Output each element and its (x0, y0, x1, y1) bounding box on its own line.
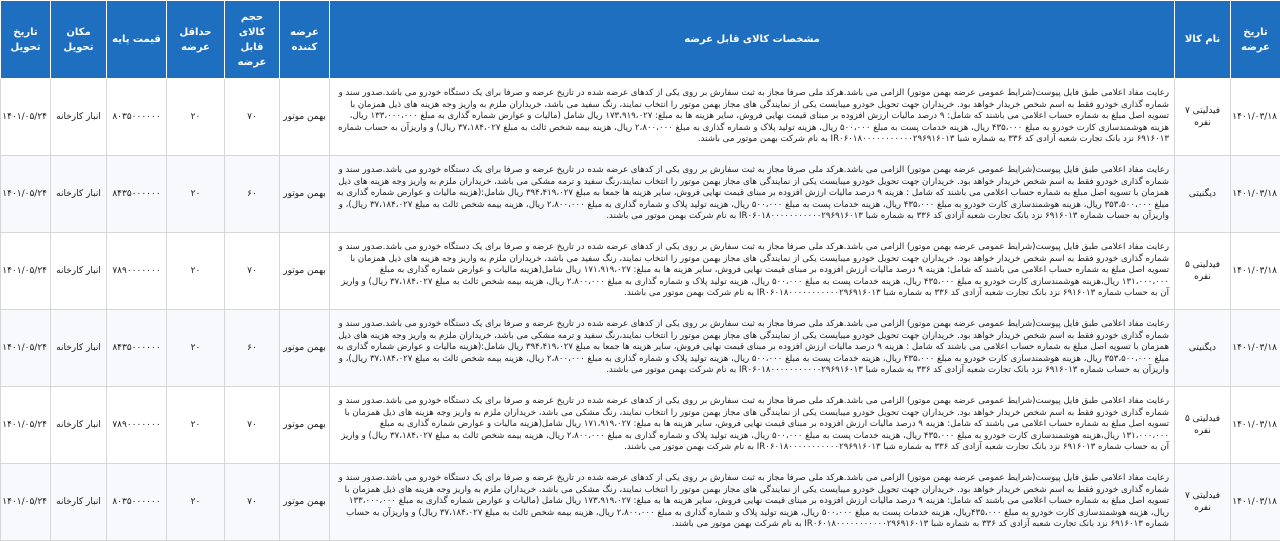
cell-supplier: بهمن موتور (280, 387, 330, 464)
cell-product-name: فیدلیتی ۵ نفره (1175, 233, 1231, 310)
table-row (1, 156, 1280, 233)
cell-volume: ۶۰ (225, 310, 280, 387)
cell-supplier: بهمن موتور (280, 233, 330, 310)
cell-volume: ۷۰ (225, 79, 280, 156)
cell-min-offer: ۲۰ (167, 156, 225, 233)
cell-base-price: ۷۸۹۰۰۰۰۰۰۰ (107, 233, 167, 310)
header-min-offer: حداقل عرضه (167, 1, 225, 79)
cell-min-offer: ۲۰ (167, 310, 225, 387)
cell-offer-date: ۱۴۰۱/۰۳/۱۸ (1231, 387, 1280, 464)
cell-delivery-place: انبار کارخانه (51, 464, 107, 541)
cell-offer-date: ۱۴۰۱/۰۳/۱۸ (1231, 233, 1280, 310)
table-row (1, 233, 1280, 310)
cell-delivery-date: ۱۴۰۱/۰۵/۲۴ (1, 310, 51, 387)
cell-offer-date: ۱۴۰۱/۰۳/۱۸ (1231, 79, 1280, 156)
header-base-price: قیمت پایه (107, 1, 167, 79)
cell-specs: رعایت مفاد اعلامی طبق فایل پیوست(شرایط عمومی عرضه بهمن موتور) الزامی می باشد.هرکد ملی صرفا مجاز به ثبت سفارش بر روی یکی از کدهای عرضه شده در تاریخ عرضه و صرفا برای یک دستگاه خودرو می باشد.صدور سند و شماره گذاری خودرو فقط به اسم شخص خریدار خواهد بود. خریداران جهت تحویل خودرو میبایست یکی از نمایندگی های مجاز بهمن موتور را انتخاب نمایند، رنگ مشکی می باشد، خریداران ملزم به واریز وجه هزینه های ذیل همزمان با تسویه اصل مبلغ به شماره حساب اعلامی می باشند که شامل: هزینه ۹ درصد مالیات ارزش افزوده بر مبنای قیمت نهایی فروش، سایر هزینه ها به مبلغ: ۱۷۱،۹۱۹،۰۲۷ ریال شامل(هزینه مالیات و عوارض شماره گذاری به مبلغ ۱۳۱،۰۰۰،۰۰۰ ریال،هزینه هوشمندسازی کارت خودرو به مبلغ ۴۳۵،۰۰۰ ریال، هزینه خدمات پست به مبلغ ۵۰۰،۰۰۰ ریال، هزینه تولید پلاک و شماره گذاری به مبلغ ۲،۸۰۰،۰۰۰ ریال، هزینه بیمه شخص ثالث به مبلغ ۳۷،۱۸۴،۰۲۷ ریال) و واریز آن به حساب شماره ۶۹۱۶۰۱۳ نزد بانک تجارت شعبه آزادی کد ۳۳۶ به شماره شبا IR۰۶۰۱۸۰۰۰۰۰۰۰۰۰۰۰۲۹۶۹۱۶۰۱۳ به نام شرکت بهمن موتور می باشند. (330, 387, 1175, 464)
cell-volume: ۷۰ (225, 387, 280, 464)
cell-min-offer: ۲۰ (167, 79, 225, 156)
header-offer-date: تاریخ عرضه (1231, 1, 1280, 79)
cell-base-price: ۸۴۳۵۰۰۰۰۰۰ (107, 310, 167, 387)
table-row (1, 464, 1280, 541)
header-volume: حجم کالای قابل عرضه (225, 1, 280, 79)
cell-specs: رعایت مفاد اعلامی طبق فایل پیوست(شرایط عمومی عرضه بهمن موتور) الزامی می باشد.هرکد ملی صرفا مجاز به ثبت سفارش بر روی یکی از کدهای عرضه شده در تاریخ عرضه و صرفا برای یک دستگاه خودرو می باشد.صدور سند و شماره گذاری خودرو فقط به اسم شخص خریدار خواهد بود. خریداران جهت تحویل خودرو میبایست یکی از نمایندگی های مجاز بهمن موتور را انتخاب نمایند، رنگ سفید می باشد، خریداران ملزم به واریز وجه هزینه های ذیل همزمان با تسویه اصل مبلغ به شماره حساب اعلامی می باشند که شامل: ۹ درصد مالیات ارزش افزوده بر مبنای قیمت نهایی فروش، سایر هزینه ها به مبلغ: ۱۷۳،۹۱۹،۰۲۷ ریال شامل (مالیات و عوارض شماره گذاری به مبلغ ۱۳۳،۰۰۰،۰۰۰ ریال، هزینه هوشمندسازی کارت خودرو به مبلغ ۴۳۵،۰۰۰ ریال، هزینه خدمات پست به مبلغ ۵۰۰،۰۰۰ ریال، هزینه تولید پلاک و شماره گذاری به مبلغ ۲،۸۰۰،۰۰۰ ریال، هزینه بیمه شخص ثالث به مبلغ ۳۷،۱۸۴،۰۲۷ ریال) و واریزآن به حساب شماره ۶۹۱۶۰۱۳ نزد بانک تجارت شعبه آزادی کد ۳۳۶ به شماره شبا IR۰۶۰۱۸۰۰۰۰۰۰۰۰۰۰۰۲۹۶۹۱۶۰۱۳ به نام شرکت بهمن موتور می باشند. (330, 79, 1175, 156)
cell-delivery-place: انبار کارخانه (51, 79, 107, 156)
cell-product-name: فیدلیتی ۵ نفره (1175, 387, 1231, 464)
cell-base-price: ۸۰۳۵۰۰۰۰۰۰ (107, 79, 167, 156)
cell-supplier: بهمن موتور (280, 464, 330, 541)
header-supplier: عرضه کننده (280, 1, 330, 79)
cell-delivery-date: ۱۴۰۱/۰۵/۲۴ (1, 156, 51, 233)
cell-volume: ۷۰ (225, 233, 280, 310)
cell-delivery-date: ۱۴۰۱/۰۵/۲۴ (1, 233, 51, 310)
cell-product-name: دیگنیتی (1175, 310, 1231, 387)
cell-product-name: فیدلیتی ۷ نفره (1175, 464, 1231, 541)
table-row (1, 387, 1280, 464)
table-body (1, 79, 1280, 541)
cell-supplier: بهمن موتور (280, 310, 330, 387)
cell-delivery-date: ۱۴۰۱/۰۵/۲۴ (1, 79, 51, 156)
cell-volume: ۶۰ (225, 156, 280, 233)
cell-product-name: فیدلیتی ۷ نفره (1175, 79, 1231, 156)
header-specs: مشخصات کالای قابل عرضه (330, 1, 1175, 79)
cell-base-price: ۸۴۳۵۰۰۰۰۰۰ (107, 156, 167, 233)
cell-min-offer: ۲۰ (167, 387, 225, 464)
cell-delivery-date: ۱۴۰۱/۰۵/۲۴ (1, 387, 51, 464)
cell-delivery-place: انبار کارخانه (51, 387, 107, 464)
cell-min-offer: ۲۰ (167, 233, 225, 310)
table-row (1, 310, 1280, 387)
cell-supplier: بهمن موتور (280, 156, 330, 233)
cell-product-name: دیگنیتی (1175, 156, 1231, 233)
cell-volume: ۷۰ (225, 464, 280, 541)
cell-delivery-date: ۱۴۰۱/۰۵/۲۴ (1, 464, 51, 541)
header-delivery-date: تاریخ تحویل (1, 1, 51, 79)
cell-delivery-place: انبار کارخانه (51, 310, 107, 387)
cell-offer-date: ۱۴۰۱/۰۳/۱۸ (1231, 464, 1280, 541)
table-row (1, 79, 1280, 156)
cell-base-price: ۸۰۳۵۰۰۰۰۰۰ (107, 464, 167, 541)
cell-specs: رعایت مفاد اعلامی طبق فایل پیوست(شرایط عمومی عرضه بهمن موتور) الزامی می باشد.هرکد ملی صرفا مجاز به ثبت سفارش بر روی یکی از کدهای عرضه شده در تاریخ عرضه و صرفا برای یک دستگاه خودرو می باشد.صدور سند و شماره گذاری خودرو فقط به اسم شخص خریدار خواهد بود. خریداران جهت تحویل خودرو میبایست یکی از نمایندگی های مجاز بهمن موتور را انتخاب نمایند، رنگ سفید می باشد، خریداران ملزم به واریز وجه هزینه های ذیل همزمان با تسویه اصل مبلغ به شماره حساب اعلامی می باشند که شامل: هزینه ۹ درصد مالیات ارزش افزوده بر مبنای قیمت نهایی فروش، سایر هزینه ها به مبلغ: ۱۷۱،۹۱۹،۰۲۷ ریال شامل(هزینه مالیات و عوارض شماره گذاری به مبلغ ۱۳۱،۰۰۰،۰۰۰ ریال،هزینه هوشمندسازی کارت خودرو به مبلغ ۴۳۵،۰۰۰ ریال، هزینه خدمات پست به مبلغ ۵۰۰،۰۰۰ ریال، هزینه تولید پلاک و شماره گذاری به مبلغ ۲،۸۰۰،۰۰۰ ریال، هزینه بیمه شخص ثالث به مبلغ ۳۷،۱۸۴،۰۲۷ ریال) و واریز آن به حساب شماره ۶۹۱۶۰۱۳ نزد بانک تجارت شعبه آزادی کد ۳۳۶ به شماره شبا IR۰۶۰۱۸۰۰۰۰۰۰۰۰۰۰۰۲۹۶۹۱۶۰۱۳ به نام شرکت بهمن موتور می باشند. (330, 233, 1175, 310)
cell-specs: رعایت مفاد اعلامی طبق فایل پیوست(شرایط عمومی عرضه بهمن موتور) الزامی می باشد.هرکد ملی صرفا مجاز به ثبت سفارش بر روی یکی از کدهای عرضه شده در تاریخ عرضه و صرفا برای یک دستگاه خودرو می باشد.صدور سند و شماره گذاری خودرو فقط به اسم شخص خریدار خواهد بود. خریداران جهت تحویل خودرو میبایست یکی از نمایندگی های مجاز بهمن موتور را انتخاب نمایند،رنگ سفید و ترمه مشکی می باشد، خریداران ملزم به واریز وجه هزینه های ذیل همزمان با تسویه اصل مبلغ به شماره حساب اعلامی می باشند که شامل : هزینه ۹ درصد مالیات ارزش افزوده بر مبنای قیمت نهایی فروش، سایر هزینه ها جمعا به مبلغ ۳۹۴،۴۱۹،۰۲۷ ریال شامل:(هزینه مالیات و عوارض شماره گذاری به مبلغ ۳۵۳،۵۰۰،۰۰۰ ریال، هزینه هوشمندسازی کارت خودرو به مبلغ ۴۳۵،۰۰۰ ریال، هزینه خدمات پست به مبلغ ۵۰۰،۰۰۰ ریال، هزینه تولید پلاک و شماره گذاری به مبلغ ۲،۸۰۰،۰۰۰ ریال، هزینه بیمه شخص ثالث به مبلغ ۳۷،۱۸۴،۰۲۷ ریال)، و واریزآن به حساب شماره ۶۹۱۶۰۱۳ نزد بانک تجارت شعبه آزادی کد ۳۳۶ به شماره شبا IR۰۶۰۱۸۰۰۰۰۰۰۰۰۰۰۰۲۹۶۹۱۶۰۱۳ به نام شرکت بهمن موتور می باشند. (330, 156, 1175, 233)
cell-supplier: بهمن موتور (280, 79, 330, 156)
cell-specs: رعایت مفاد اعلامی طبق فایل پیوست(شرایط عمومی عرضه بهمن موتور) الزامی می باشد.هرکد ملی صرفا مجاز به ثبت سفارش بر روی یکی از کدهای عرضه شده در تاریخ عرضه و صرفا برای یک دستگاه خودرو می باشد.صدور سند و شماره گذاری خودرو فقط به اسم شخص خریدار خواهد بود. خریداران جهت تحویل خودرو میبایست یکی از نمایندگی های مجاز بهمن موتور را انتخاب نمایند، رنگ مشکی می باشد، خریداران ملزم به واریز وجه هزینه های ذیل همزمان با تسویه اصل مبلغ به شماره حساب اعلامی می باشند که شامل: هزینه ۹ درصد مالیات ارزش افزوده بر مبنای قیمت نهایی فروش، سایر هزینه ها به مبلغ: ۱۷۳،۹۱۹،۰۲۷ ریال شامل (مالیات و عوارض شماره گذاری به مبلغ ۱۳۳،۰۰۰،۰۰۰ ریال، هزینه هوشمندسازی کارت خودرو به مبلغ ۴۳۵،۰۰۰ریال، هزینه خدمات پست به مبلغ ۵۰۰،۰۰۰ ریال، هزینه تولید پلاک و شماره گذاری به مبلغ ۲،۸۰۰،۰۰۰ ریال، هزینه بیمه شخص ثالث به مبلغ ۳۷،۱۸۴،۰۲۷ ریال) و واریزآن به حساب شماره ۶۹۱۶۰۱۳ نزد بانک تجارت شعبه آزادی کد ۳۳۶ به شماره شبا IR۰۶۰۱۸۰۰۰۰۰۰۰۰۰۰۰۲۹۶۹۱۶۰۱۳ به نام شرکت بهمن موتور می باشند. (330, 464, 1175, 541)
cell-base-price: ۷۸۹۰۰۰۰۰۰۰ (107, 387, 167, 464)
cell-min-offer: ۲۰ (167, 464, 225, 541)
cell-offer-date: ۱۴۰۱/۰۳/۱۸ (1231, 310, 1280, 387)
header-product-name: نام کالا (1175, 1, 1231, 79)
cell-delivery-place: انبار کارخانه (51, 233, 107, 310)
cell-offer-date: ۱۴۰۱/۰۳/۱۸ (1231, 156, 1280, 233)
cell-specs: رعایت مفاد اعلامی طبق فایل پیوست(شرایط عمومی عرضه بهمن موتور) الزامی می باشد.هرکد ملی صرفا مجاز به ثبت سفارش بر روی یکی از کدهای عرضه شده در تاریخ عرضه و صرفا برای یک دستگاه خودرو می باشد.صدور سند و شماره گذاری خودرو فقط به اسم شخص خریدار خواهد بود. خریداران جهت تحویل خودرو میبایست یکی از نمایندگی های مجاز بهمن موتور را انتخاب نمایند،رنگ سفید و ترمه مشکی می باشد، خریداران ملزم به واریز وجه هزینه های ذیل همزمان با تسویه اصل مبلغ به شماره حساب اعلامی می باشند که شامل : هزینه ۹ درصد مالیات ارزش افزوده بر مبنای قیمت نهایی فروش، سایر هزینه ها جمعا به مبلغ ۳۹۴،۴۱۹،۰۲۷ ریال شامل:(هزینه مالیات و عوارض شماره گذاری به مبلغ ۳۵۳،۵۰۰،۰۰۰ ریال، هزینه هوشمندسازی کارت خودرو به مبلغ ۴۳۵،۰۰۰ ریال، هزینه خدمات پست به مبلغ ۵۰۰،۰۰۰ ریال، هزینه تولید پلاک و شماره گذاری به مبلغ ۲،۸۰۰،۰۰۰ ریال، هزینه بیمه شخص ثالث به مبلغ ۳۷،۱۸۴،۰۲۷ ریال)، و واریزآن به حساب شماره ۶۹۱۶۰۱۳ نزد بانک تجارت شعبه آزادی کد ۳۳۶ به شماره شبا IR۰۶۰۱۸۰۰۰۰۰۰۰۰۰۰۰۲۹۶۹۱۶۰۱۳ به نام شرکت بهمن موتور می باشند. (330, 310, 1175, 387)
cell-delivery-place: انبار کارخانه (51, 156, 107, 233)
table-header (1, 1, 1280, 79)
header-delivery-place: مکان تحویل (51, 1, 107, 79)
